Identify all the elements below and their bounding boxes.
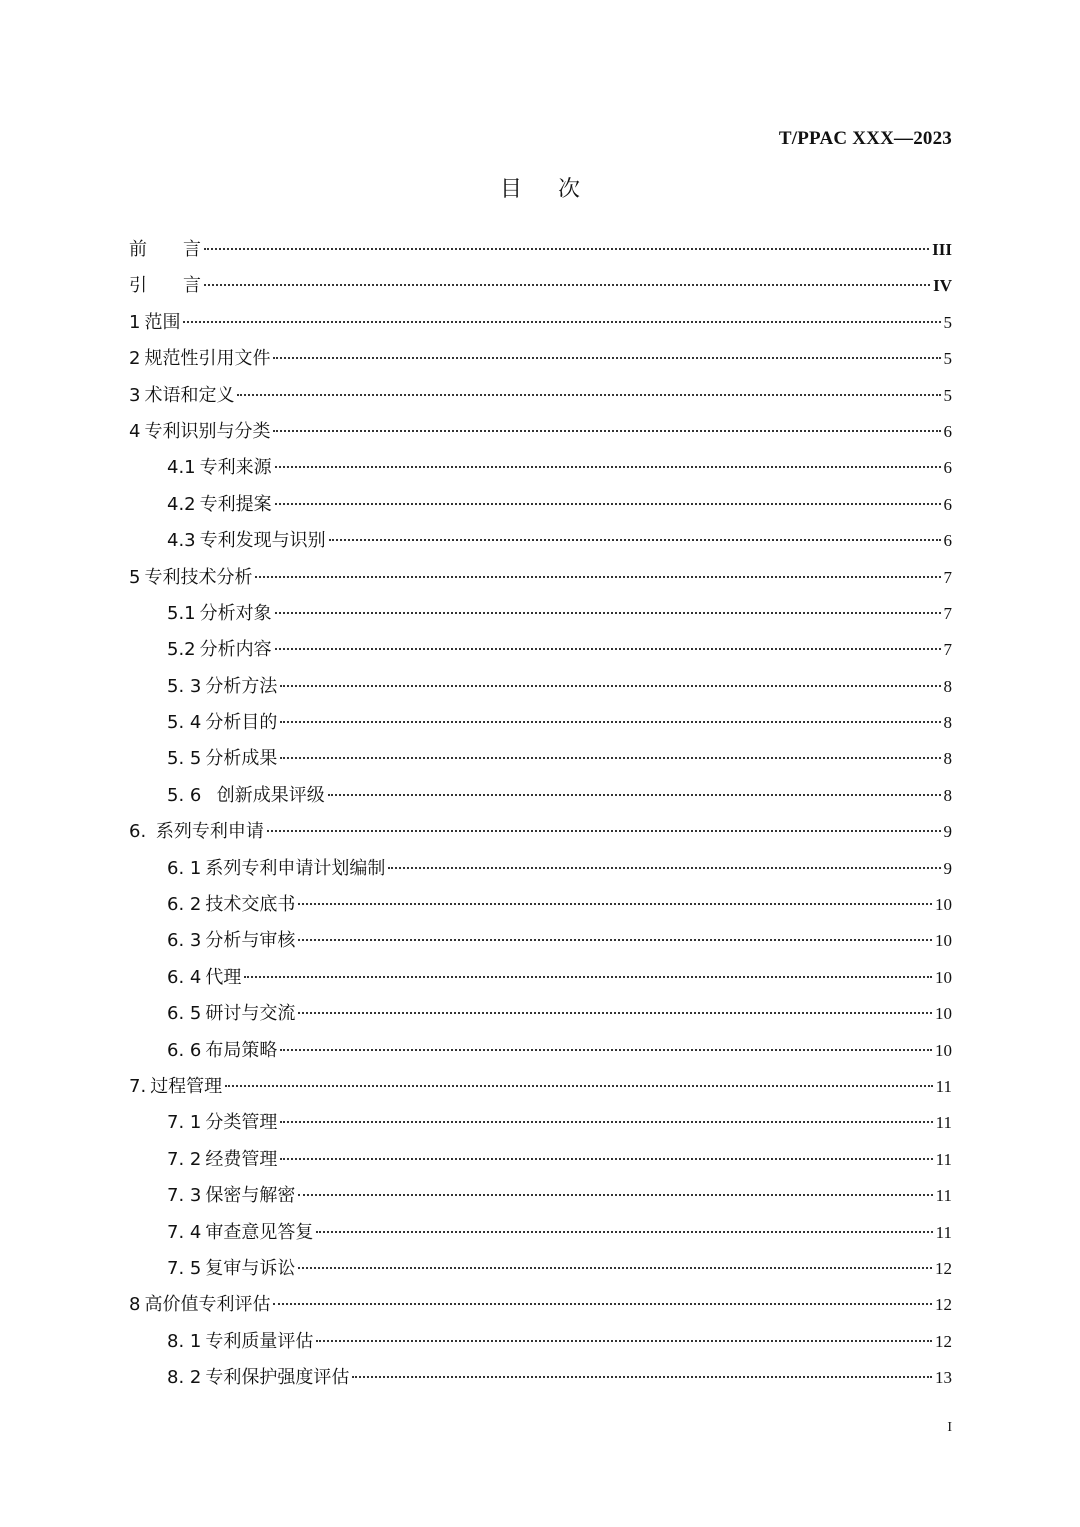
toc-entry-number: 6. bbox=[129, 821, 147, 843]
toc-entry-page: 10 bbox=[935, 1004, 952, 1024]
toc-entry-number: 6. 2 bbox=[167, 894, 202, 916]
toc-entry[interactable] bbox=[129, 596, 952, 632]
toc-entry[interactable] bbox=[129, 450, 952, 486]
toc-entry-title: 前 言 bbox=[129, 239, 201, 260]
toc-entry-number: 7. 4 bbox=[167, 1221, 202, 1243]
toc-entry-number: 6. 4 bbox=[167, 966, 202, 988]
toc-entry[interactable] bbox=[129, 414, 952, 450]
dot-leader bbox=[255, 576, 940, 578]
toc-entry-title: 分析与审核 bbox=[205, 930, 296, 952]
toc-entry-title: 专利提案 bbox=[199, 493, 272, 515]
dot-leader bbox=[275, 612, 941, 614]
toc-entry-page: III bbox=[932, 240, 952, 259]
toc-entry-page: 6 bbox=[943, 421, 952, 441]
toc-entry[interactable] bbox=[129, 814, 952, 850]
toc-entry-title: 引 言 bbox=[129, 275, 201, 297]
toc-entry-number: 2 bbox=[129, 348, 141, 370]
toc-entry-number: 6. 1 bbox=[167, 857, 202, 879]
document-code: T/PPAC XXX—2023 bbox=[778, 128, 952, 149]
dot-leader bbox=[244, 976, 932, 978]
toc-entry-title: 分析目的 bbox=[205, 712, 278, 734]
dot-leader bbox=[183, 321, 940, 323]
toc-entry-title: 分类管理 bbox=[205, 1112, 278, 1134]
toc-entry-title: 高价值专利评估 bbox=[144, 1294, 271, 1316]
toc-entry-page: 10 bbox=[935, 895, 952, 915]
toc-entry-page: 11 bbox=[935, 1149, 952, 1169]
toc-entry-page: 6 bbox=[943, 458, 952, 478]
toc-entry-number: 6. 5 bbox=[167, 1003, 202, 1025]
toc-entry-number: 5 bbox=[129, 566, 141, 588]
toc-entry[interactable] bbox=[129, 1142, 952, 1178]
toc-entry-number: 5. 5 bbox=[167, 748, 202, 770]
dot-leader bbox=[298, 1267, 932, 1269]
dot-leader bbox=[280, 1158, 932, 1160]
toc-entry-page: 8 bbox=[943, 676, 952, 696]
toc-entry-page: 5 bbox=[943, 312, 952, 332]
toc-entry-number: 8. 1 bbox=[167, 1330, 202, 1352]
toc-entry-title: 系列专利申请计划编制 bbox=[205, 857, 386, 879]
toc-entry-page: 12 bbox=[935, 1331, 952, 1351]
toc-entry[interactable] bbox=[129, 1287, 952, 1323]
toc-entry-title: 规范性引用文件 bbox=[144, 348, 271, 370]
toc-entry-title: 代理 bbox=[205, 966, 242, 988]
dot-leader bbox=[328, 794, 941, 796]
toc-entry[interactable] bbox=[129, 487, 952, 523]
dot-leader bbox=[298, 903, 932, 905]
toc-entry[interactable] bbox=[129, 778, 952, 814]
dot-leader bbox=[298, 1012, 932, 1014]
toc-title-char-2: 次 bbox=[558, 177, 581, 202]
toc-entry-number: 4.3 bbox=[167, 530, 196, 552]
toc-entry-title: 分析方法 bbox=[205, 675, 278, 697]
dot-leader bbox=[280, 685, 940, 687]
toc-entry-number: 4.1 bbox=[167, 457, 196, 479]
toc-entry-title: 专利质量评估 bbox=[205, 1330, 314, 1352]
toc-entry[interactable] bbox=[129, 305, 952, 341]
dot-leader bbox=[275, 466, 941, 468]
dot-leader bbox=[280, 757, 940, 759]
toc-entry-page: IV bbox=[933, 276, 952, 296]
toc-entry[interactable] bbox=[129, 669, 952, 705]
toc-title bbox=[0, 172, 1080, 203]
toc-entry-number: 4 bbox=[129, 420, 141, 442]
toc-entry[interactable] bbox=[129, 341, 952, 377]
toc-entry-number: 5. 3 bbox=[167, 675, 202, 697]
toc-entry-page: 7 bbox=[943, 603, 952, 623]
toc-entry-page: 11 bbox=[935, 1222, 952, 1242]
toc-entry[interactable] bbox=[129, 960, 952, 996]
toc-entry[interactable] bbox=[129, 268, 952, 304]
toc-entry-page: 8 bbox=[943, 713, 952, 733]
toc-entry-title: 审查意见答复 bbox=[205, 1221, 314, 1243]
toc-entry[interactable] bbox=[129, 1251, 952, 1287]
toc-entry-number: 3 bbox=[129, 384, 141, 406]
toc-entry[interactable] bbox=[129, 232, 952, 268]
dot-leader bbox=[273, 357, 940, 359]
dot-leader bbox=[388, 867, 940, 869]
toc-entry-number: 6. 6 bbox=[167, 1039, 202, 1061]
toc-title-char-1: 目 bbox=[499, 177, 522, 202]
toc-entry-title: 布局策略 bbox=[205, 1039, 278, 1061]
toc-entry[interactable] bbox=[129, 851, 952, 887]
toc-entry-number: 5.2 bbox=[167, 639, 196, 661]
dot-leader bbox=[275, 648, 941, 650]
toc-entry-page: 10 bbox=[935, 931, 952, 951]
toc-entry[interactable] bbox=[129, 378, 952, 414]
toc-entry-title: 分析成果 bbox=[205, 748, 278, 770]
toc-entry-title: 专利技术分析 bbox=[144, 566, 253, 588]
toc-entry-page: 8 bbox=[943, 785, 952, 805]
toc-entry-title: 过程管理 bbox=[150, 1075, 223, 1097]
toc-entry-page: 10 bbox=[935, 1040, 952, 1060]
toc-entry-title: 系列专利申请 bbox=[150, 821, 264, 843]
toc-entry-title: 技术交底书 bbox=[205, 894, 296, 916]
toc-entry-number: 6. 3 bbox=[167, 930, 202, 952]
toc-entry-number: 1 bbox=[129, 311, 141, 333]
toc-entry-page: 11 bbox=[935, 1076, 952, 1096]
toc-entry-title: 专利识别与分类 bbox=[144, 420, 271, 442]
dot-leader bbox=[316, 1231, 932, 1233]
toc-entry-page: 11 bbox=[935, 1186, 952, 1206]
toc-entry[interactable] bbox=[129, 523, 952, 559]
toc-entry-page: 6 bbox=[943, 494, 952, 514]
toc-entry-number: 7. 2 bbox=[167, 1148, 202, 1170]
toc-entry-number: 7. 1 bbox=[167, 1112, 202, 1134]
toc-entry[interactable] bbox=[129, 1069, 952, 1105]
dot-leader bbox=[298, 1194, 932, 1196]
toc-entry-title: 术语和定义 bbox=[144, 384, 235, 406]
dot-leader bbox=[329, 539, 941, 541]
toc-entry[interactable] bbox=[129, 705, 952, 741]
toc-entry-number: 7. 5 bbox=[167, 1257, 202, 1279]
toc-entry-title: 研讨与交流 bbox=[205, 1003, 296, 1025]
toc-entry-page: 10 bbox=[935, 967, 952, 987]
toc-entry-title: 范围 bbox=[144, 311, 181, 333]
dot-leader bbox=[204, 284, 930, 286]
toc-entry[interactable] bbox=[129, 1360, 952, 1396]
toc-entry-page: 11 bbox=[935, 1113, 952, 1133]
toc-entry[interactable] bbox=[129, 996, 952, 1032]
table-of-contents bbox=[129, 232, 952, 1397]
toc-entry[interactable] bbox=[129, 887, 952, 923]
page-number: I bbox=[947, 1420, 952, 1435]
toc-entry-title: 分析内容 bbox=[199, 639, 272, 661]
toc-entry-title: 专利发现与识别 bbox=[199, 530, 326, 552]
dot-leader bbox=[237, 394, 940, 396]
toc-entry-page: 13 bbox=[935, 1368, 952, 1388]
toc-entry-number: 5. 6 bbox=[167, 784, 202, 806]
toc-entry-title: 创新成果评级 bbox=[205, 784, 325, 806]
toc-entry-number: 5. 4 bbox=[167, 712, 202, 734]
toc-entry-page: 9 bbox=[943, 858, 952, 878]
toc-entry-page: 12 bbox=[935, 1295, 952, 1315]
toc-entry-page: 5 bbox=[943, 385, 952, 405]
toc-entry-number: 7. 3 bbox=[167, 1185, 202, 1207]
toc-entry-page: 6 bbox=[943, 531, 952, 551]
dot-leader bbox=[280, 1121, 932, 1123]
toc-entry-page: 8 bbox=[943, 749, 952, 769]
toc-entry-title: 专利保护强度评估 bbox=[205, 1367, 350, 1389]
toc-entry[interactable] bbox=[129, 632, 952, 668]
toc-entry-number: 7. bbox=[129, 1075, 147, 1097]
toc-entry-title: 复审与诉讼 bbox=[205, 1257, 296, 1279]
toc-entry-page: 7 bbox=[943, 567, 952, 587]
dot-leader bbox=[267, 830, 941, 832]
toc-entry[interactable] bbox=[129, 560, 952, 596]
dot-leader bbox=[275, 503, 941, 505]
toc-entry-number: 5.1 bbox=[167, 602, 196, 624]
toc-entry[interactable] bbox=[129, 923, 952, 959]
dot-leader bbox=[273, 1303, 932, 1305]
toc-entry-title: 经费管理 bbox=[205, 1148, 278, 1170]
toc-entry[interactable] bbox=[129, 1033, 952, 1069]
toc-entry-title: 分析对象 bbox=[199, 602, 272, 624]
toc-entry-title: 专利来源 bbox=[199, 457, 272, 479]
toc-entry[interactable] bbox=[129, 1324, 952, 1360]
toc-entry-page: 9 bbox=[943, 822, 952, 842]
toc-entry-title: 保密与解密 bbox=[205, 1185, 296, 1207]
toc-entry-number: 4.2 bbox=[167, 493, 196, 515]
dot-leader bbox=[273, 430, 940, 432]
dot-leader bbox=[225, 1085, 932, 1087]
dot-leader bbox=[204, 248, 929, 250]
dot-leader bbox=[352, 1376, 932, 1378]
toc-entry[interactable] bbox=[129, 741, 952, 777]
toc-entry-page: 12 bbox=[935, 1258, 952, 1278]
toc-entry[interactable] bbox=[129, 1178, 952, 1214]
toc-entry[interactable] bbox=[129, 1215, 952, 1251]
dot-leader bbox=[280, 1049, 932, 1051]
toc-entry-page: 7 bbox=[943, 640, 952, 660]
toc-entry-number: 8 bbox=[129, 1294, 141, 1316]
dot-leader bbox=[298, 939, 932, 941]
dot-leader bbox=[316, 1340, 932, 1342]
dot-leader bbox=[280, 721, 940, 723]
toc-entry-page: 5 bbox=[943, 349, 952, 369]
toc-entry-number: 8. 2 bbox=[167, 1367, 202, 1389]
toc-entry[interactable] bbox=[129, 1105, 952, 1141]
